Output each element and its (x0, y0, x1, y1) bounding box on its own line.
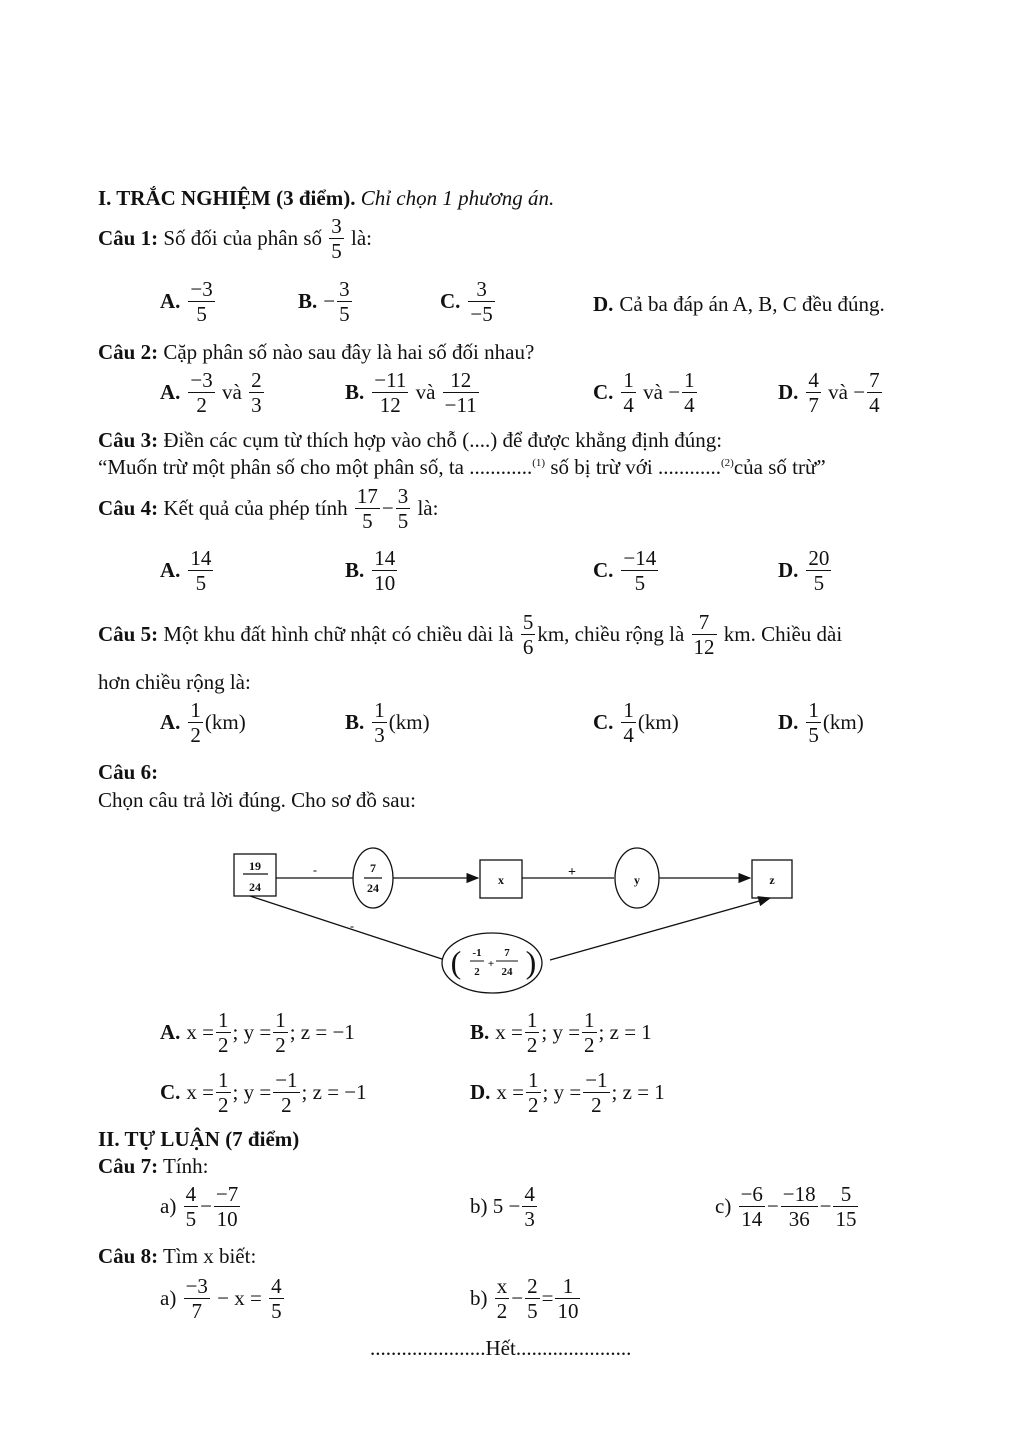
q4-option-c[interactable]: C. $\frac{-14}{5}$ (593, 546, 657, 596)
q8-stem: Câu 8: Tìm x biết: (98, 1244, 257, 1268)
q5-option-d[interactable]: D. $\frac{1}{5}$ (km) (778, 698, 864, 748)
q4-option-b[interactable]: B. $\frac{14}{10}$ (345, 546, 396, 596)
q6-text: Chọn câu trả lời đúng. Cho sơ đồ sau: (98, 788, 416, 812)
ellipse-n1: -1 (472, 947, 482, 959)
footer-end: ......................Hết...................... (370, 1336, 632, 1360)
ellipse-paren-close: ) (525, 944, 537, 980)
diagram-box1-den: 24 (249, 880, 261, 894)
q1-option-b[interactable]: B. − $\frac{3}{5}$ (298, 277, 350, 327)
q1-option-a[interactable]: A. $\frac{-3}{5}$ (160, 277, 213, 327)
q6-option-d[interactable]: D. x = $\frac{1}{2}$ ; y = $\frac{-1}{2}$ ; z = 1 (470, 1068, 665, 1118)
q1-fraction: $\frac{3}{5}$ (331, 214, 342, 264)
q6-label: Câu 6: (98, 760, 159, 784)
q2-option-a[interactable]: A. $\frac{-3}{2}$ và $\frac{2}{3}$ (160, 368, 262, 418)
q3-stem: Câu 3: Điền các cụm từ thích hợp vào chỗ (....) để được khẳng định đúng: (98, 428, 723, 452)
q2-option-d[interactable]: D. $\frac{4}{7}$ và − $\frac{7}{4}$ (778, 368, 880, 418)
section1-note: Chỉ chọn 1 phương án. (360, 186, 555, 210)
q2-option-c[interactable]: C. $\frac{1}{4}$ và − $\frac{1}{4}$ (593, 368, 695, 418)
diagram-lower-minus: - (350, 919, 354, 933)
q5-option-c[interactable]: C. $\frac{1}{4}$ (km) (593, 698, 679, 748)
q7-part-a: a) $\frac{4}{5}$ − $\frac{-7}{10}$ (160, 1182, 239, 1232)
ellipse-plus: + (487, 958, 495, 970)
section2-title: II. TỰ LUẬN (7 điểm) (98, 1127, 300, 1151)
q1-text: Số đối của phân số (163, 226, 322, 251)
q8-part-a: a) $\frac{-3}{7}$ − x = $\frac{4}{5}$ (160, 1274, 282, 1324)
q6-option-a[interactable]: A. x = $\frac{1}{2}$ ; y = $\frac{1}{2}$ ; z = −1 (160, 1008, 355, 1058)
q6-option-c[interactable]: C. x = $\frac{1}{2}$ ; y = $\frac{-1}{2}$ ; z = −1 (160, 1068, 367, 1118)
diagram-box1-num: 19 (249, 859, 261, 873)
q5-stem: Câu 5: Một khu đất hình chữ nhật có chiều dài là $\frac{5}{6}$ km, chiều rộng là $\frac{7}{12}$ km. Chiều dài (98, 610, 843, 660)
q3-sentence: “Muốn trừ một phân số cho một phân số, ta ............$^{(1)}$ số bị trừ với ............$^{(2)}$của số trừ” (98, 455, 826, 479)
q4-option-d[interactable]: D. $\frac{20}{5}$ (778, 546, 830, 596)
q7-part-b: b) 5 − $\frac{4}{3}$ (470, 1182, 535, 1232)
q8-part-b: b) $\frac{x}{2}$ − $\frac{2}{5}$ = $\frac{1}{10}$ (470, 1274, 579, 1324)
ellipse-paren-open: ( (450, 944, 462, 980)
q6-option-b[interactable]: B. x = $\frac{1}{2}$ ; y = $\frac{1}{2}$ ; z = 1 (470, 1008, 652, 1058)
ellipse-d2: 24 (501, 966, 513, 978)
q2-stem: Câu 2: Cặp phân số nào sau đây là hai số đối nhau? (98, 340, 535, 364)
q7-part-c: c) $\frac{-6}{14}$ − $\frac{-18}{36}$ − $\frac{5}{15}$ (715, 1182, 857, 1232)
section1-heading (98, 186, 554, 211)
diagram-x: x (498, 873, 504, 887)
q4-option-a[interactable]: A. $\frac{14}{5}$ (160, 546, 212, 596)
diagram-y: y (634, 873, 640, 887)
q5-option-a[interactable]: A. $\frac{1}{2}$ (km) (160, 698, 246, 748)
q5-line2: hơn chiều rộng là: (98, 670, 251, 694)
q7-stem: Câu 7: Tính: (98, 1154, 209, 1178)
diagram-z: z (769, 873, 775, 887)
q1-option-c[interactable]: C. $\frac{3}{-5}$ (440, 277, 493, 327)
diagram-op-minus: - (313, 863, 317, 877)
ellipse-n2: 7 (504, 947, 510, 959)
diagram-circle-num: 7 (370, 861, 376, 875)
q5-option-b[interactable]: B. $\frac{1}{3}$ (km) (345, 698, 430, 748)
q2-option-b[interactable]: B. $\frac{-11}{12}$ và $\frac{12}{-11}$ (345, 368, 477, 418)
section1-title: I. TRẮC NGHIỆM (3 điểm). (98, 186, 356, 210)
q1-option-d[interactable]: D. Cả ba đáp án A, B, C đều đúng. (593, 292, 885, 316)
q1-stem (98, 214, 372, 263)
q1-label: Câu 1: (98, 226, 159, 251)
diagram-op-plus: + (568, 865, 576, 880)
diagram-circle-den: 24 (367, 881, 379, 895)
q6-diagram (0, 830, 1024, 1000)
ellipse-d1: 2 (474, 966, 480, 978)
q4-stem: Câu 4: Kết quả của phép tính $\frac{17}{5}$ − $\frac{3}{5}$ là: (98, 484, 439, 534)
q1-tail: là: (351, 226, 372, 251)
